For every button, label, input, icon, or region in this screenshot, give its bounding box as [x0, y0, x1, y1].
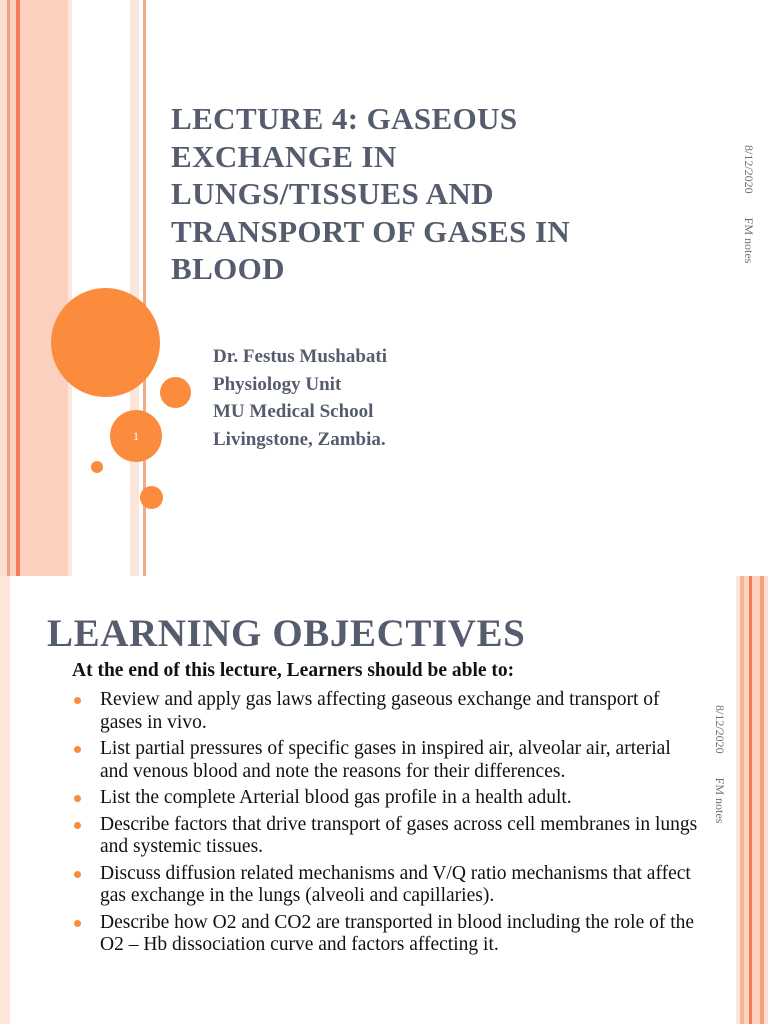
author-unit: Physiology Unit — [213, 373, 342, 395]
decor-stripe — [0, 0, 7, 576]
author-school: MU Medical School — [213, 401, 374, 422]
decor-dot — [91, 461, 103, 473]
side-label: FM notes — [742, 217, 756, 264]
decor-stripe — [20, 0, 68, 576]
author-location: Livingstone, Zambia. — [213, 428, 386, 450]
decor-stripe — [130, 0, 139, 576]
decor-stripe — [0, 576, 10, 1024]
objectives-list — [70, 689, 700, 961]
side-caption — [741, 145, 756, 287]
decor-circle-small — [140, 486, 163, 509]
side-label: FM notes — [713, 777, 727, 824]
objective-item: Discuss diffusion related mechanisms and V/Q ratio mechanisms that affect gas exchange in the lungs (alveoli and capillaries). — [70, 863, 700, 908]
side-date: 8/12/2020 — [713, 705, 727, 754]
objective-item: Describe factors that drive transport of gases across cell membranes in lungs and systemic tissues. — [70, 814, 700, 859]
objective-item: List the complete Arterial blood gas profile in a health adult. — [70, 787, 700, 810]
side-caption — [712, 705, 727, 847]
decor-stripe — [764, 576, 768, 1024]
decor-circle-large — [51, 288, 160, 397]
objectives-intro: At the end of this lecture, Learners should be able to: — [72, 660, 515, 681]
objective-item: Describe how O2 and CO2 are transported in blood including the role of the O2 – Hb dissociation curve and factors affecting it. — [70, 912, 700, 957]
objective-item: List partial pressures of specific gases in inspired air, alveolar air, arterial and venous blood and note the reasons for their differences. — [70, 738, 700, 783]
page-number: 1 — [133, 428, 139, 443]
decor-stripe — [752, 576, 760, 1024]
objective-item: Review and apply gas laws affecting gaseous exchange and transport of gases in vivo. — [70, 689, 700, 734]
lecture-title: LECTURE 4: GASEOUS EXCHANGE IN LUNGS/TISSUES AND TRANSPORT OF GASES IN BLOOD — [171, 101, 571, 286]
decor-circle-small — [160, 377, 191, 408]
objectives-title: LEARNING OBJECTIVES — [47, 612, 526, 655]
side-date: 8/12/2020 — [742, 145, 756, 194]
decor-stripe — [68, 0, 72, 576]
author-block — [213, 343, 387, 453]
author-name: Dr. Festus Mushabati — [213, 346, 388, 367]
